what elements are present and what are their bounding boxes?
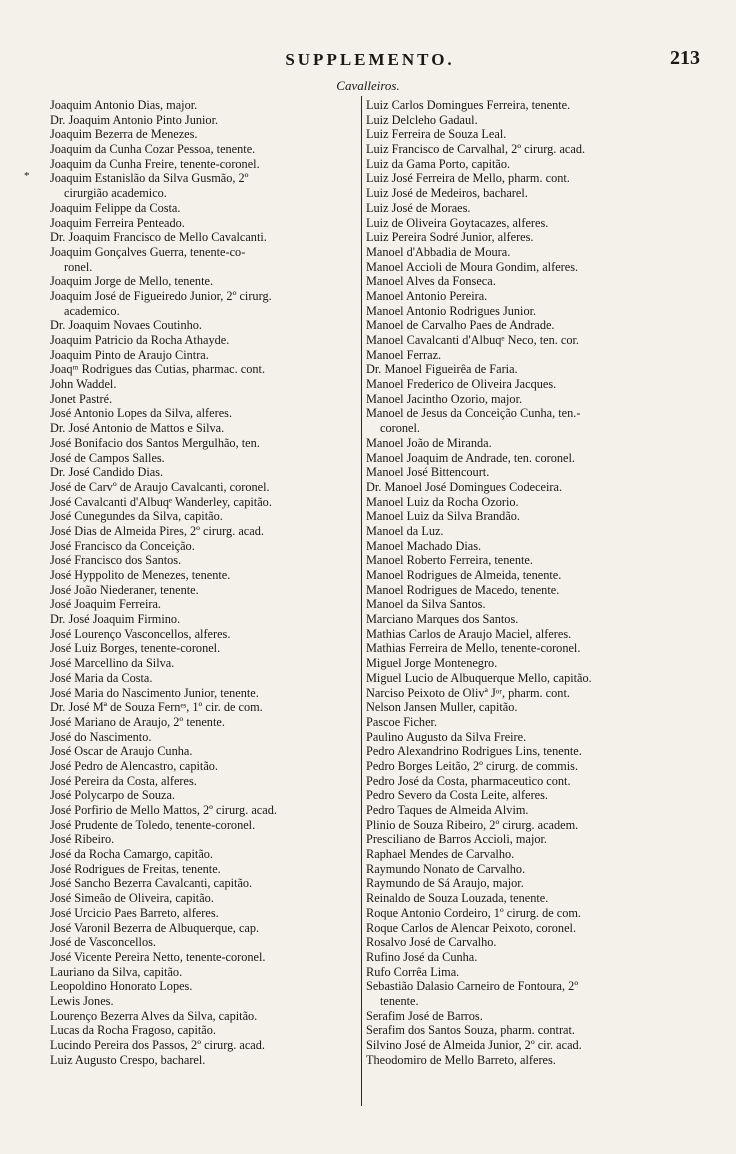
name-entry: Mathias Ferreira de Mello, tenente-coronel. [366,641,581,656]
name-entry: José da Rocha Camargo, capitão. [50,847,213,862]
name-entry: José Varonil Bezerra de Albuquerque, cap. [50,920,260,935]
name-entry: Joaquim Patricio da Rocha Athayde. [50,333,230,347]
name-entry: academico. [64,303,120,318]
name-entry: Joaqᵐ Rodrigues das Cutias, pharmac. cont. [50,362,266,377]
name-entry: José Francisco dos Santos. [50,553,182,568]
name-entry: Narciso Peixoto de Olivª Jᵒʳ, pharm. cont. [366,685,570,700]
margin-mark: * [24,170,30,182]
name-entry: Joaquim Pinto de Araujo Cintra. [50,347,209,362]
name-entry: Joaquim Estanislão da Silva Gusmão, 2º [50,171,249,186]
name-entry: Presciliano de Barros Accioli, major. [366,832,547,847]
name-entry: Luiz de Oliveira Goytacazes, alferes. [366,215,549,230]
name-entry: Joaquim Ferreira Penteado. [50,215,185,230]
name-entry: Dr. Joaquim Francisco de Mello Cavalcanti. [50,230,267,245]
name-entry: José Porfirio de Mello Mattos, 2º cirurg. acad. [50,803,277,817]
name-entry: José de Campos Salles. [50,450,165,465]
name-entry: Luiz Ferreira de Souza Leal. [366,127,507,142]
name-entry: Dr. Joaquim Antonio Pinto Junior. [50,112,219,127]
name-entry: Luiz Augusto Crespo, bacharel. [50,1052,206,1067]
name-entry: Manoel Cavalcanti d'Albuqᵉ Neco, ten. cor. [366,333,579,347]
name-entry: Manoel de Jesus da Conceição Cunha, ten.- [366,406,581,421]
name-entry: José de Vasconcellos. [50,935,156,950]
name-entry: Manoel Jacintho Ozorio, major. [366,391,523,406]
column-divider [361,96,362,1106]
name-entry: José Simeão de Oliveira, capitão. [50,891,214,906]
name-entry: Joaquim Jorge de Mello, tenente. [50,274,214,289]
name-entry: Nelson Jansen Muller, capitão. [366,700,518,715]
name-entry: Raphael Mendes de Carvalho. [366,847,515,862]
name-entry: Manoel Antonio Rodrigues Junior. [366,303,537,318]
name-entry: John Waddel. [50,377,117,392]
name-entry: Dr. José Candido Dias. [50,465,164,480]
name-entry: José de Carvº de Araujo Cavalcanti, coronel. [50,479,270,494]
name-entry: Pedro Alexandrino Rodrigues Lins, tenente. [366,744,582,759]
name-entry: Lucindo Pereira dos Passos, 2º cirurg. acad. [50,1038,265,1052]
name-entry: José do Nascimento. [50,729,152,744]
name-entry: José Joaquim Ferreira. [50,597,161,612]
name-entry: Manoel d'Abbadia de Moura. [366,244,511,259]
name-entry: Miguel Jorge Montenegro. [366,656,498,671]
left-column [50,98,358,1067]
running-title: SUPPLEMENTO. [285,50,455,69]
name-entry: José Pereira da Costa, alferes. [50,773,197,788]
name-entry: José Ribeiro. [50,832,115,847]
name-entry: Luiz José de Moraes. [366,200,471,215]
name-entry: José Prudente de Toledo, tenente-coronel. [50,817,256,832]
name-entry: Mathias Carlos de Araujo Maciel, alferes. [366,626,572,641]
name-entry: Silvino José de Almeida Junior, 2º cir. acad. [366,1038,582,1052]
name-entry: Dr. José Antonio de Mattos e Silva. [50,421,225,436]
name-entry: Joaquim Antonio Dias, major. [50,98,198,112]
name-entry: José Oscar de Araujo Cunha. [50,744,193,759]
name-entry: José Bonifacio dos Santos Mergulhão, ten. [50,435,260,450]
name-entry: Manoel Rodrigues de Macedo, tenente. [366,582,560,597]
name-entry: Dr. Manoel Figueirêa de Faria. [366,362,518,377]
name-entry: Luiz Carlos Domingues Ferreira, tenente. [366,98,571,112]
name-entry: Dr. José Mª de Souza Fernᵉˢ, 1º cir. de com. [50,700,263,715]
name-entry: Manoel Luiz da Rocha Ozorio. [366,494,519,509]
name-entry: cirurgião academico. [64,186,167,201]
name-entry: José Urcicio Paes Barreto, alferes. [50,905,219,920]
name-entry: Manoel Rodrigues de Almeida, tenente. [366,568,562,582]
name-entry: Raymundo Nonato de Carvalho. [366,861,526,876]
name-entry: José Pedro de Alencastro, capitão. [50,758,219,773]
page-number: 213 [670,47,700,69]
name-entry: Manoel Roberto Ferreira, tenente. [366,553,533,568]
name-entry: Manoel Joaquim de Andrade, ten. coronel. [366,450,575,465]
name-entry: José Mariano de Araujo, 2º tenente. [50,714,225,729]
name-entry: Manoel Accioli de Moura Gondim, alferes. [366,259,579,274]
name-entry: José Hyppolito de Menezes, tenente. [50,568,231,582]
name-entry: Luiz José de Medeiros, bacharel. [366,186,528,201]
name-entry: Dr. Manoel José Domingues Codeceira. [366,479,563,494]
name-entry: Reinaldo de Souza Louzada, tenente. [366,891,549,906]
name-entry: Manoel Machado Dias. [366,538,482,553]
name-entry: Rufino José da Cunha. [366,949,478,964]
name-entry: Joaquim da Cunha Cozar Pessoa, tenente. [50,142,256,157]
name-entry: Roque Carlos de Alencar Peixoto, coronel. [366,920,577,935]
name-entry: Pedro Borges Leitão, 2º cirurg. de commis. [366,758,579,773]
name-entry: Joaquim da Cunha Freire, tenente-coronel. [50,156,260,171]
name-entry: José Marcellino da Silva. [50,656,175,671]
name-entry: Theodomiro de Mello Barreto, alferes. [366,1052,556,1067]
name-entry: Manoel Antonio Pereira. [366,288,488,303]
name-entry: Luiz Delcleho Gadaul. [366,112,478,127]
right-column [366,98,684,1067]
name-entry: Luiz José Ferreira de Mello, pharm. cont. [366,171,570,186]
name-entry: ronel. [64,259,93,274]
name-entry: Joaquim José de Figueiredo Junior, 2º cirurg. [50,288,272,303]
name-entry: Raymundo de Sá Araujo, major. [366,876,524,891]
name-entry: Manoel Alves da Fonseca. [366,274,496,289]
name-entry: José Francisco da Conceição. [50,538,195,553]
name-entry: José Polycarpo de Souza. [50,788,175,803]
name-entry: José Vicente Pereira Netto, tenente-coronel. [50,949,266,964]
name-entry: Pascoe Ficher. [366,714,438,729]
name-entry: coronel. [380,421,420,436]
name-entry: José Dias de Almeida Pires, 2º cirurg. acad. [50,523,264,538]
name-entry: Joaquim Felippe da Costa. [50,200,181,215]
name-entry: Luiz Francisco de Carvalhal, 2º cirurg. acad. [366,142,586,157]
name-entry: Paulino Augusto da Silva Freire. [366,729,527,744]
name-entry: José Rodrigues de Freitas, tenente. [50,861,221,876]
name-entry: José Luiz Borges, tenente-coronel. [50,641,221,656]
name-entry: José Cavalcanti d'Albuqᵉ Wanderley, capitão. [50,494,272,509]
name-entry: Plinio de Souza Ribeiro, 2º cirurg. academ. [366,817,579,832]
name-entry: Manoel Ferraz. [366,347,442,362]
section-title: Cavalleiros. [336,78,400,93]
name-entry: Dr. Joaquim Novaes Coutinho. [50,318,202,333]
name-entry: Jonet Pastré. [50,391,113,406]
name-entry: Manoel João de Miranda. [366,435,492,450]
name-entry: Joaquim Bezerra de Menezes. [50,127,198,142]
name-entry: José Antonio Lopes da Silva, alferes. [50,406,233,421]
name-entry: Rosalvo José de Carvalho. [366,935,497,950]
name-entry: Luiz Pereira Sodré Junior, alferes. [366,230,534,245]
name-entry: Dr. José Joaquim Firmino. [50,612,181,627]
name-entry: tenente. [380,993,419,1008]
name-entry: José João Niederaner, tenente. [50,582,199,597]
name-entry: José Lourenço Vasconcellos, alferes. [50,626,231,641]
name-entry: Pedro Severo da Costa Leite, alferes. [366,788,548,803]
name-entry: Serafim José de Barros. [366,1008,483,1023]
name-entry: Manoel Frederico de Oliveira Jacques. [366,377,557,392]
name-entry: Manoel Luiz da Silva Brandão. [366,509,521,524]
name-entry: José Cunegundes da Silva, capitão. [50,509,223,524]
name-entry: Pedro José da Costa, pharmaceutico cont. [366,773,571,788]
name-entry: Manoel de Carvalho Paes de Andrade. [366,318,555,333]
name-entry: Leopoldino Honorato Lopes. [50,979,193,994]
name-entry: José Maria da Costa. [50,670,153,685]
name-entry: Manoel da Luz. [366,523,444,538]
name-entry: Manoel José Bittencourt. [366,465,490,480]
name-entry: Luiz da Gama Porto, capitão. [366,156,511,171]
name-entry: José Maria do Nascimento Junior, tenente. [50,685,259,700]
name-entry: Rufo Corrêa Lima. [366,964,460,979]
name-entry: Lourenço Bezerra Alves da Silva, capitão. [50,1008,258,1023]
name-entry: Lucas da Rocha Fragoso, capitão. [50,1023,216,1038]
name-entry: Pedro Taques de Almeida Alvim. [366,803,529,817]
name-entry: José Sancho Bezerra Cavalcanti, capitão. [50,876,253,891]
name-entry: Serafim dos Santos Souza, pharm. contrat. [366,1023,576,1038]
name-entry: Lewis Jones. [50,993,114,1008]
name-entry: Sebastião Dalasio Carneiro de Fontoura, 2º [366,979,579,994]
name-entry: Marciano Marques dos Santos. [366,612,519,627]
name-entry: Roque Antonio Cordeiro, 1º cirurg. de com. [366,905,581,920]
name-entry: Lauriano da Silva, capitão. [50,964,183,979]
name-entry: Manoel da Silva Santos. [366,597,486,612]
page-header [40,47,700,74]
name-entry: Joaquim Gonçalves Guerra, tenente-co- [50,244,246,259]
name-entry: Miguel Lucio de Albuquerque Mello, capitão. [366,670,592,685]
